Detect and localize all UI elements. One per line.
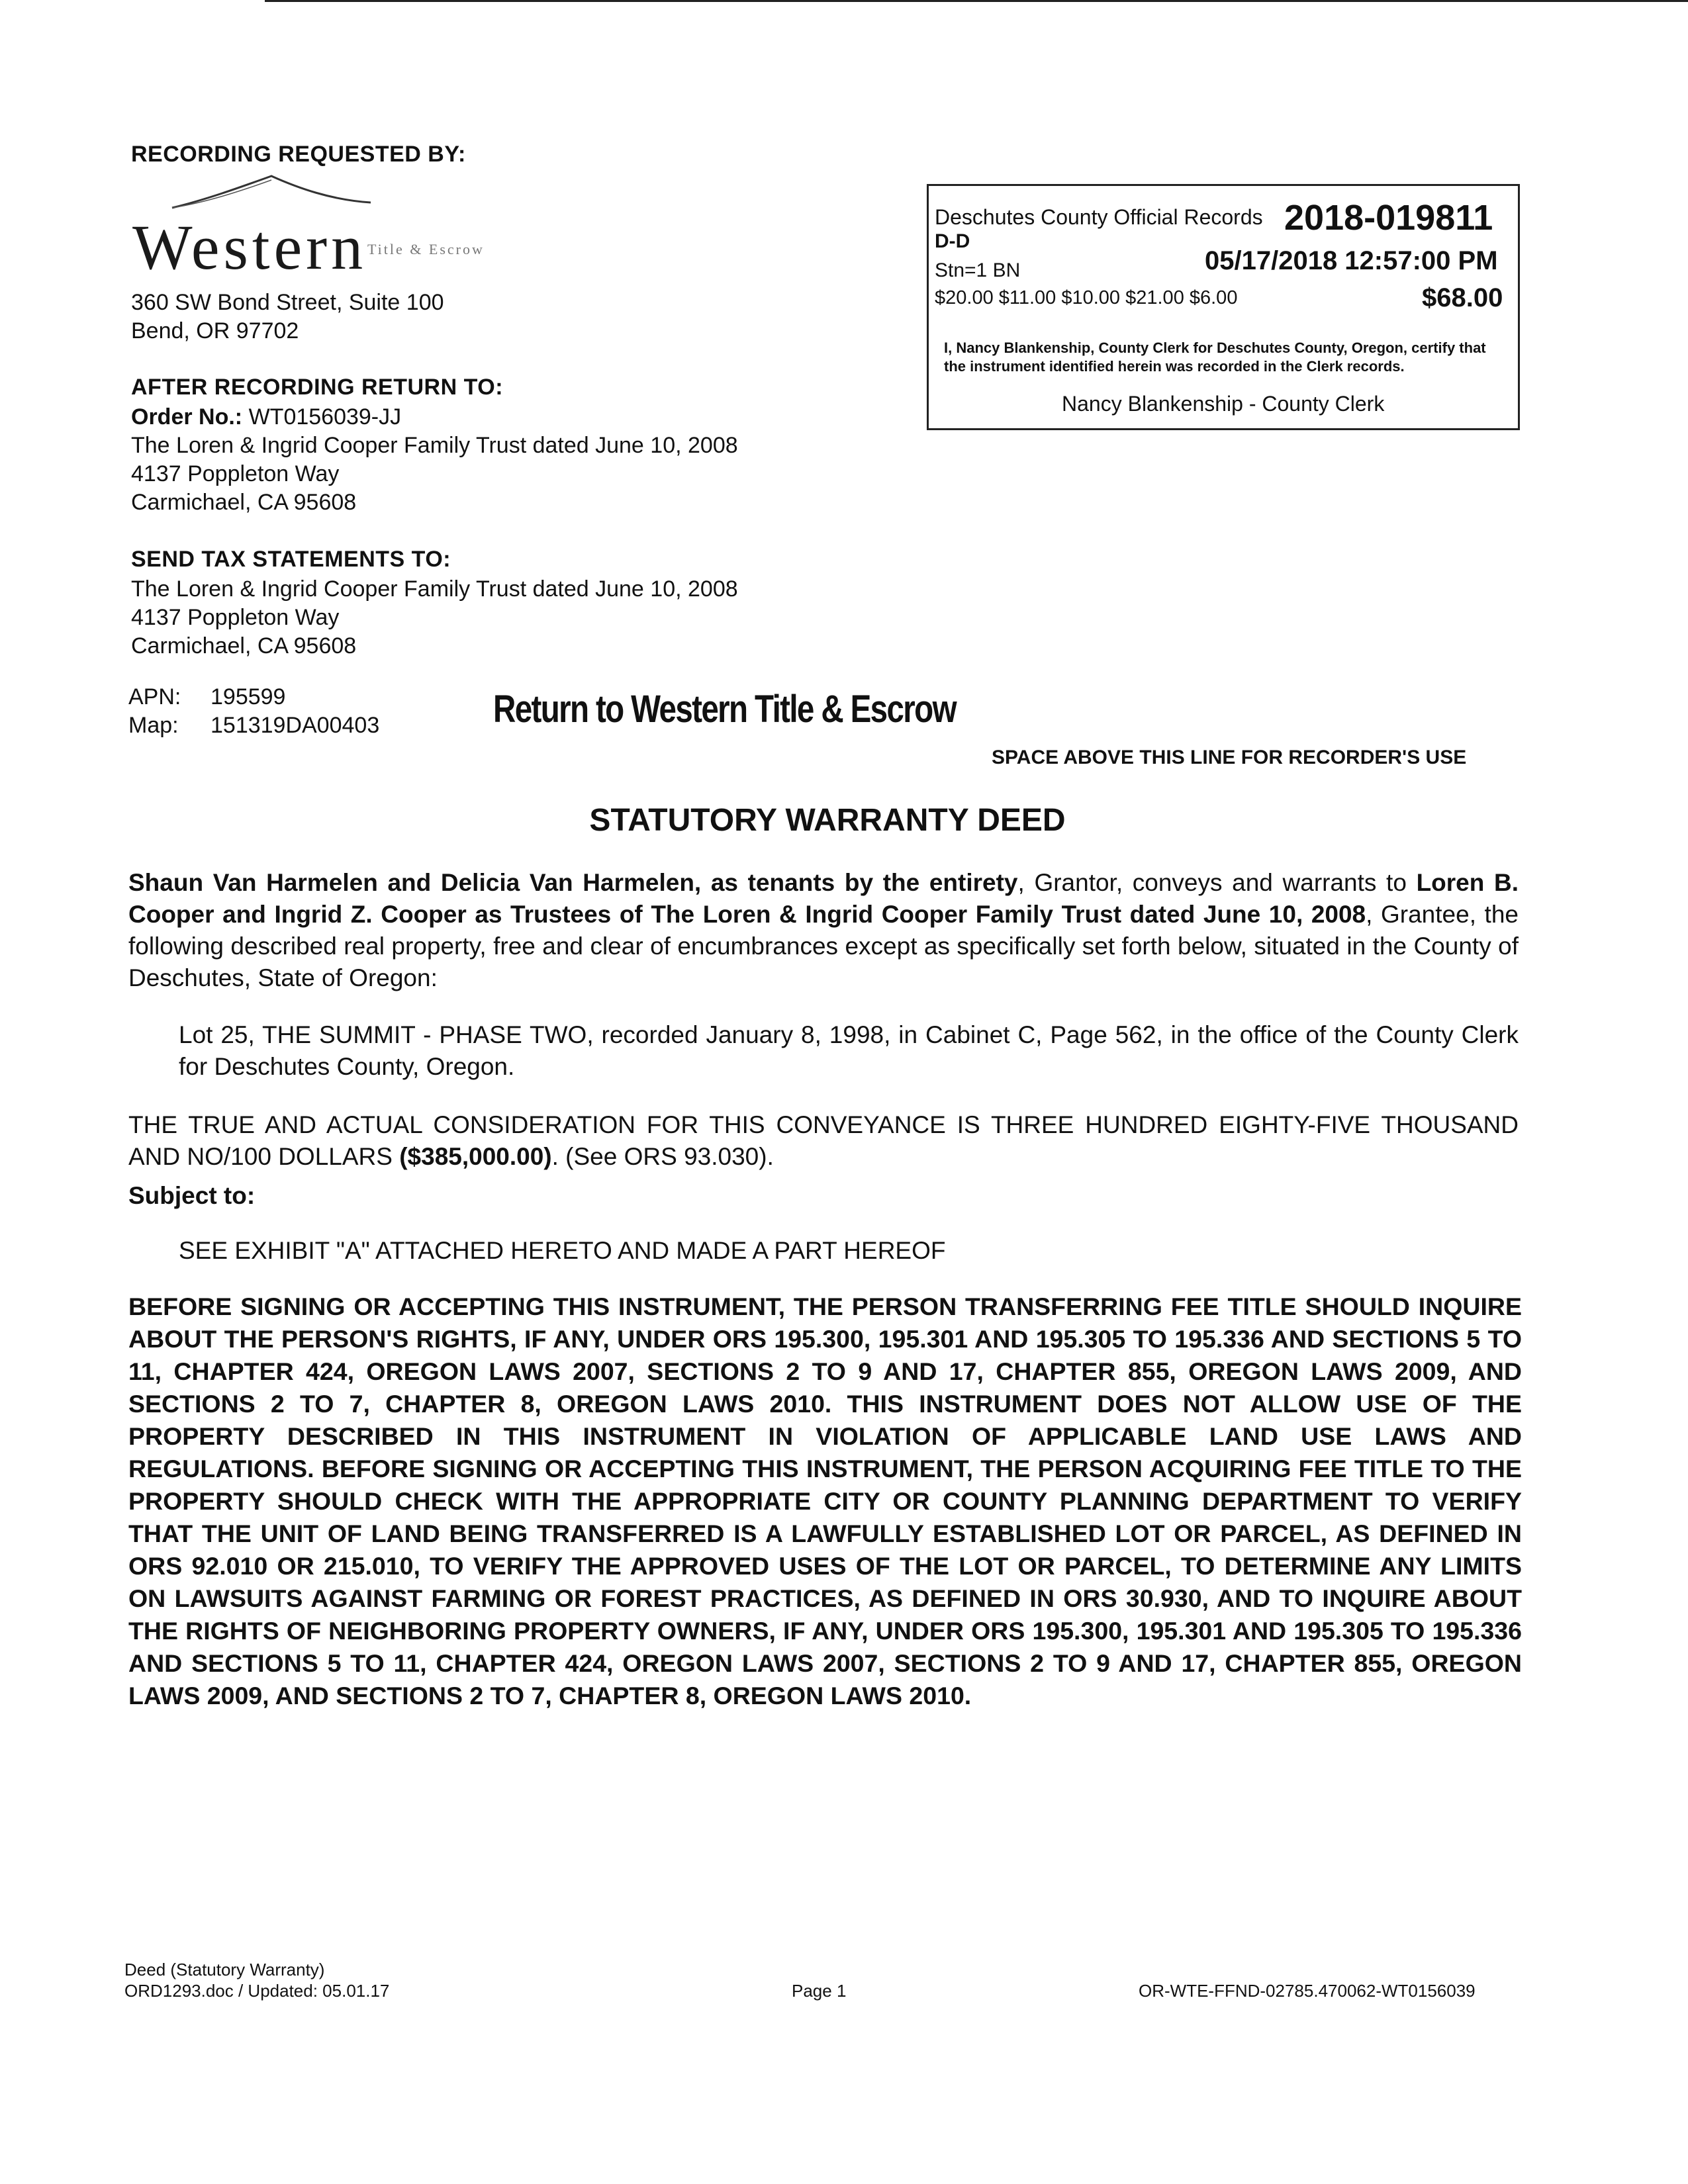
footer-page-number: Page 1 [792, 1981, 847, 2001]
order-number-label: Order No.: [131, 404, 243, 430]
footer-reference: OR-WTE-FFND-02785.470062-WT0156039 [1139, 1981, 1476, 2001]
document-type: D-D [935, 230, 970, 252]
consideration-amount: ($385,000.00) [399, 1143, 552, 1170]
company-logo-subtitle: Title & Escrow [367, 241, 485, 257]
recording-requested-heading: RECORDING REQUESTED BY: [131, 142, 466, 167]
apn-value: 195599 [211, 684, 286, 709]
tax-statements-heading: SEND TAX STATEMENTS TO: [131, 547, 451, 572]
recording-number: 2018-019811 [1284, 198, 1493, 238]
western-logo-swoosh-icon [165, 173, 377, 213]
top-rule [265, 0, 1688, 2]
return-to-name: The Loren & Ingrid Cooper Family Trust dated June 10, 2008 [131, 433, 738, 458]
grantor-text: , Grantor, conveys and warrants to [1017, 869, 1407, 896]
order-number-value: WT0156039-JJ [248, 404, 402, 430]
clerk-certification: I, Nancy Blankenship, County Clerk for Deschutes County, Oregon, certify that the instrument identified herein was recorded in the Clerk records. [944, 340, 1486, 375]
recording-fees: $20.00 $11.00 $10.00 $21.00 $6.00 [935, 287, 1238, 308]
tax-statements-city: Carmichael, CA 95608 [131, 633, 357, 659]
apn-label: APN: [128, 684, 181, 709]
land-use-warning: BEFORE SIGNING OR ACCEPTING THIS INSTRUMENT, THE PERSON TRANSFERRING FEE TITLE SHOULD INQUIRE ABOUT THE PERSON'S RIGHTS, IF ANY, UNDER ORS 195.300, 195.301 AND 195.305 TO 195.336 AND SECTIONS 5 TO 11, CHAPTER 424, OREGON LAWS 2007, SECTIONS 2 TO 9 AND 17, CHAPTER 855, OREGON LAWS 2009, AND SECTIONS 2 TO 7, CHAPTER 8, OREGON LAWS 2010. THIS INSTRUMENT DOES NOT ALLOW USE OF THE PROPERTY DESCRIBED IN THIS INSTRUMENT IN VIOLATION OF APPLICABLE LAND USE LAWS AND REGULATIONS. BEFORE SIGNING OR ACCEPTING THIS INSTRUMENT, THE PERSON ACQUIRING FEE TITLE TO THE PROPERTY SHOULD CHECK WITH THE APPROPRIATE CITY OR COUNTY PLANNING DEPARTMENT TO VERIFY THAT THE UNIT OF LAND BEING TRANSFERRED IS A LAWFULLY ESTABLISHED LOT OR PARCEL, AS DEFINED IN ORS 92.010 OR 215.010, TO VERIFY THE APPROVED USES OF THE LOT OR PARCEL, TO DETERMINE ANY LIMITS ON LAWSUITS AGAINST FARMING OR FOREST PRACTICES, AS DEFINED IN ORS 30.930, AND TO INQUIRE ABOUT THE RIGHTS OF NEIGHBORING PROPERTY OWNERS, IF ANY, UNDER ORS 195.300, 195.301 AND 195.305 TO 195.336 AND SECTIONS 5 TO 11, CHAPTER 424, OREGON LAWS 2007, SECTIONS 2 TO 9 AND 17, CHAPTER 855, OREGON LAWS 2009, AND SECTIONS 2 TO 7, CHAPTER 8, OREGON LAWS 2010. [128, 1293, 1522, 1709]
consideration-text: THE TRUE AND ACTUAL CONSIDERATION FOR THIS CONVEYANCE IS THREE HUNDRED EIGHTY-FIVE THOUSAND AND NO/100 DOLLARS [128, 1111, 1519, 1170]
map-label: Map: [128, 713, 179, 738]
recorder-office: Deschutes County Official Records [935, 205, 1263, 229]
company-address-line2: Bend, OR 97702 [131, 318, 299, 343]
consideration-suffix: . (See ORS 93.030). [551, 1143, 774, 1170]
exhibit-reference: SEE EXHIBIT "A" ATTACHED HERETO AND MADE A PART HEREOF [179, 1237, 946, 1264]
space-above-line-notice: SPACE ABOVE THIS LINE FOR RECORDER'S USE [992, 747, 1467, 768]
company-logo-name: Western [132, 212, 367, 283]
return-stamp: Return to Western Title & Escrow [493, 688, 956, 731]
recording-total: $68.00 [1422, 283, 1503, 312]
county-clerk: Nancy Blankenship - County Clerk [1062, 392, 1385, 416]
footer-form-name: Deed (Statutory Warranty) [124, 1960, 325, 1979]
station: Stn=1 BN [935, 259, 1021, 281]
consideration-paragraph [128, 1109, 1519, 1173]
return-to-city: Carmichael, CA 95608 [131, 490, 357, 515]
after-recording-heading: AFTER RECORDING RETURN TO: [131, 375, 504, 400]
tax-statements-street: 4137 Poppleton Way [131, 605, 340, 630]
recording-date-time: 05/17/2018 12:57:00 PM [1205, 246, 1498, 275]
conveyance-paragraph [128, 867, 1519, 994]
document-title: STATUTORY WARRANTY DEED [589, 803, 1066, 838]
return-to-street: 4137 Poppleton Way [131, 461, 340, 486]
legal-description: Lot 25, THE SUMMIT - PHASE TWO, recorded January 8, 1998, in Cabinet C, Page 562, in the office of the County Clerk for Deschutes County, Oregon. [179, 1021, 1519, 1080]
grantee-text: , Grantee, the following described real property, free and clear of encumbrances except as specifically set forth below, situated in the County of Deschutes, State of Oregon: [128, 901, 1519, 991]
map-value: 151319DA00403 [211, 713, 380, 738]
tax-statements-name: The Loren & Ingrid Cooper Family Trust dated June 10, 2008 [131, 576, 738, 602]
footer-form-file: ORD1293.doc / Updated: 05.01.17 [124, 1981, 390, 2001]
grantee-names: Loren B. Cooper and Ingrid Z. Cooper as Trustees of The Loren & Ingrid Cooper Family Trust dated June 10, 2008 [128, 869, 1519, 928]
grantor-names: Shaun Van Harmelen and Delicia Van Harmelen, as tenants by the entirety [128, 869, 1018, 896]
subject-to-heading: Subject to: [128, 1182, 256, 1209]
order-number [131, 403, 401, 432]
company-address-line1: 360 SW Bond Street, Suite 100 [131, 290, 444, 315]
